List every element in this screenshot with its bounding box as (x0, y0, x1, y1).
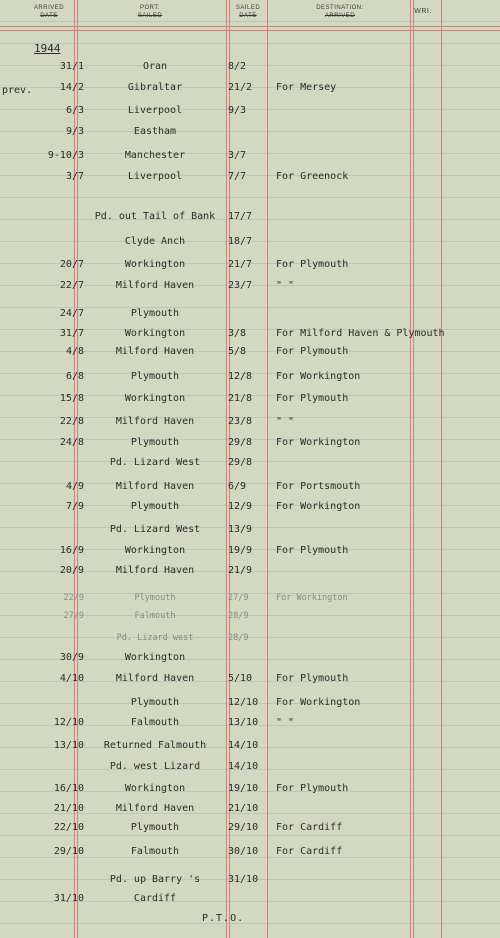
port-name: Liverpool (127, 105, 183, 116)
sailed-date: 27/9 (228, 593, 249, 603)
header-arrived (26, 4, 72, 20)
destination: For Plymouth (276, 346, 349, 357)
header-port (120, 4, 180, 20)
destination: " " (276, 416, 295, 427)
arrived-date: 14/2 (59, 82, 84, 93)
destination: " " (276, 717, 295, 728)
sailed-date: 14/10 (228, 761, 259, 772)
column-rule-wri (441, 0, 442, 938)
arrived-date: 20/7 (59, 259, 84, 270)
sailed-date: 21/10 (228, 803, 259, 814)
arrived-date: 6/3 (65, 105, 84, 116)
header-destination (300, 4, 380, 20)
arrived-date: 9-10/3 (47, 150, 84, 161)
arrived-date: 16/9 (59, 545, 84, 556)
port-name: Returned Falmouth (103, 740, 207, 751)
destination: For Mersey (276, 82, 337, 93)
sailed-date: 13/9 (228, 524, 253, 535)
port-name: Pd. out Tail of Bank (94, 211, 216, 222)
column-rule-port (226, 0, 230, 938)
port-name: Milford Haven (115, 280, 195, 291)
port-name: Cardiff (133, 893, 177, 904)
port-name: Milford Haven (115, 481, 195, 492)
header-wri (412, 8, 434, 16)
year-label: 1944 (34, 42, 61, 55)
sailed-date: 13/10 (228, 717, 259, 728)
arrived-date: 20/9 (59, 565, 84, 576)
arrived-date: 7/9 (65, 501, 84, 512)
port-name: Pd. up Barry 's (109, 874, 201, 885)
sailed-date: 28/9 (228, 633, 249, 643)
arrived-date: 4/10 (59, 673, 84, 684)
arrived-date: 24/8 (59, 437, 84, 448)
port-name: Workington (124, 783, 186, 794)
arrived-date: 6/8 (65, 371, 84, 382)
prev-note: prev. (2, 85, 33, 96)
sailed-date: 17/7 (228, 211, 253, 222)
arrived-date: 30/9 (59, 652, 84, 663)
sailed-date: 21/8 (228, 393, 253, 404)
page-turn-note: P.T.O. (202, 913, 245, 924)
destination: For Cardiff (276, 846, 343, 857)
arrived-date: 13/10 (53, 740, 84, 751)
destination: For Portsmouth (276, 481, 361, 492)
port-name: Gibraltar (127, 82, 183, 93)
port-name: Clyde Anch (124, 236, 186, 247)
destination: For Workington (276, 437, 361, 448)
header-sailed (230, 4, 266, 20)
port-name: Pd. Lizard west (116, 633, 194, 643)
port-name: Milford Haven (115, 565, 195, 576)
arrived-date: 24/7 (59, 308, 84, 319)
sailed-date: 12/8 (228, 371, 253, 382)
port-name: Oran (142, 61, 168, 72)
header-sailed-top: SAILED (235, 5, 261, 11)
sailed-date: 9/3 (228, 105, 247, 116)
destination: For Workington (276, 501, 361, 512)
arrived-date: 9/3 (65, 126, 84, 137)
port-name: Workington (124, 328, 186, 339)
sailed-date: 23/7 (228, 280, 253, 291)
sailed-date: 19/9 (228, 545, 253, 556)
arrived-date: 15/8 (59, 393, 84, 404)
arrived-date: 4/8 (65, 346, 84, 357)
arrived-date: 3/7 (65, 171, 84, 182)
port-name: Eastham (133, 126, 177, 137)
header-port-bottom: SAILED (137, 13, 163, 19)
sailed-date: 18/7 (228, 236, 253, 247)
sailed-date: 31/10 (228, 874, 259, 885)
sailed-date: 8/2 (228, 61, 247, 72)
sailed-date: 21/2 (228, 82, 253, 93)
arrived-date: 31/1 (59, 61, 84, 72)
header-sailed-bottom: DATE (239, 13, 257, 19)
port-name: Milford Haven (115, 673, 195, 684)
sailed-date: 3/8 (228, 328, 247, 339)
header-destination-bottom: ARRIVED (324, 13, 356, 19)
column-rule-destination (410, 0, 414, 938)
column-rule-sailed (267, 0, 268, 938)
header-wri-label: WRI. (414, 8, 432, 15)
arrived-date: 12/10 (53, 717, 84, 728)
port-name: Falmouth (134, 611, 176, 621)
arrived-date: 22/10 (53, 822, 84, 833)
port-name: Plymouth (130, 308, 180, 319)
port-name: Workington (124, 652, 186, 663)
sailed-date: 29/8 (228, 437, 253, 448)
header-rule-bottom (0, 30, 500, 31)
header-port-top: PORT: (139, 5, 161, 11)
sailed-date: 12/10 (228, 697, 259, 708)
sailed-date: 6/9 (228, 481, 247, 492)
port-name: Plymouth (130, 697, 180, 708)
sailed-date: 12/9 (228, 501, 253, 512)
port-name: Milford Haven (115, 416, 195, 427)
destination: For Greenock (276, 171, 349, 182)
header-arrived-bottom: DATE (40, 13, 58, 19)
arrived-date: 16/10 (53, 783, 84, 794)
arrived-date: 22/8 (59, 416, 84, 427)
port-name: Falmouth (130, 846, 180, 857)
port-name: Plymouth (130, 501, 180, 512)
arrived-date: 21/10 (53, 803, 84, 814)
arrived-date: 27/9 (63, 611, 84, 621)
sailed-date: 5/10 (228, 673, 253, 684)
arrived-date: 31/10 (53, 893, 84, 904)
sailed-date: 21/7 (228, 259, 253, 270)
sailed-date: 23/8 (228, 416, 253, 427)
destination: For Plymouth (276, 259, 349, 270)
header-rule-top (0, 26, 500, 27)
sailed-date: 29/10 (228, 822, 259, 833)
port-name: Pd. Lizard West (109, 457, 201, 468)
destination: For Plymouth (276, 545, 349, 556)
port-name: Workington (124, 545, 186, 556)
port-name: Plymouth (130, 437, 180, 448)
port-name: Workington (124, 259, 186, 270)
destination: For Workington (276, 697, 361, 708)
port-name: Workington (124, 393, 186, 404)
port-name: Milford Haven (115, 803, 195, 814)
port-name: Plymouth (130, 371, 180, 382)
port-name: Falmouth (130, 717, 180, 728)
port-name: Pd. west Lizard (109, 761, 201, 772)
port-name: Pd. Lizard West (109, 524, 201, 535)
sailed-date: 21/9 (228, 565, 253, 576)
destination: For Plymouth (276, 783, 349, 794)
port-name: Milford Haven (115, 346, 195, 357)
arrived-date: 31/7 (59, 328, 84, 339)
header-destination-top: DESTINATION: (316, 5, 364, 11)
arrived-date: 29/10 (53, 846, 84, 857)
port-name: Liverpool (127, 171, 183, 182)
destination: For Cardiff (276, 822, 343, 833)
sailed-date: 19/10 (228, 783, 259, 794)
port-name: Plymouth (130, 822, 180, 833)
destination: For Workington (276, 593, 348, 603)
destination: For Milford Haven & Plymouth (276, 328, 445, 339)
sailed-date: 5/8 (228, 346, 247, 357)
column-rule-arrived (74, 0, 78, 938)
sailed-date: 3/7 (228, 150, 247, 161)
arrived-date: 4/9 (65, 481, 84, 492)
sailed-date: 7/7 (228, 171, 247, 182)
arrived-date: 22/7 (59, 280, 84, 291)
sailed-date: 14/10 (228, 740, 259, 751)
destination: " " (276, 280, 295, 291)
arrived-date: 22/9 (63, 593, 84, 603)
sailed-date: 30/10 (228, 846, 259, 857)
port-name: Manchester (124, 150, 186, 161)
sailed-date: 28/9 (228, 611, 249, 621)
destination: For Plymouth (276, 673, 349, 684)
destination: For Workington (276, 371, 361, 382)
header-arrived-top: ARRIVED (33, 5, 65, 11)
sailed-date: 29/8 (228, 457, 253, 468)
destination: For Plymouth (276, 393, 349, 404)
port-name: Plymouth (134, 593, 176, 603)
